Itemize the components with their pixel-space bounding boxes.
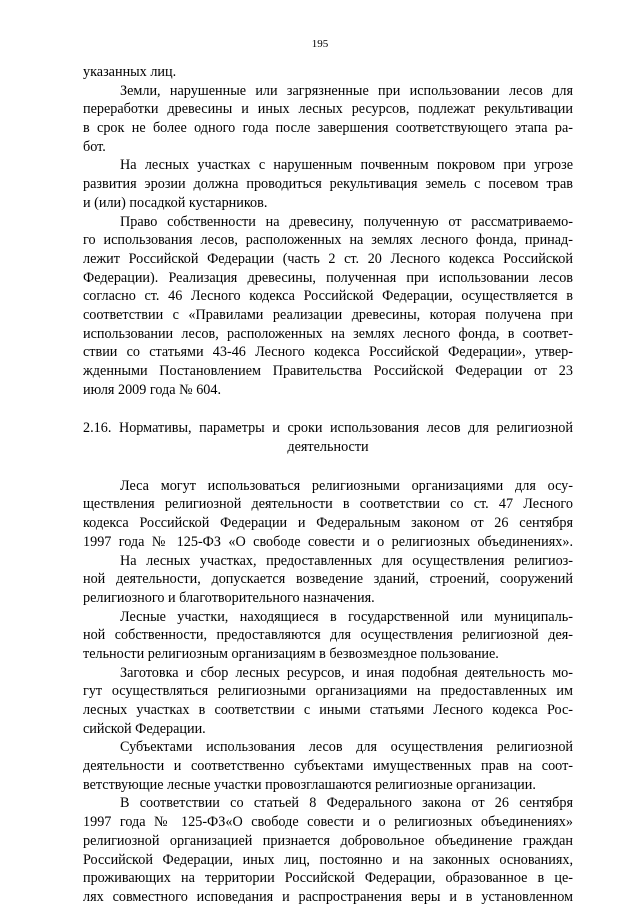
- text-line: На лесных участках с нарушенным почвенным покровом при угрозе: [120, 157, 573, 174]
- text-line: ществления религиозной деятельности в соответствии со ст. 47 Лесного: [83, 496, 573, 513]
- text-line: лях совместного исповедания и распространения веры и в установленном: [83, 888, 573, 905]
- text-line: и (или) посадкой кустарников.: [83, 194, 268, 211]
- text-line: Лесные участки, находящиеся в государственной или муниципаль-: [120, 608, 573, 625]
- page-number: 195: [311, 38, 329, 50]
- text-line: ной деятельности, допускается возведение зданий, строений, сооружений: [83, 571, 573, 588]
- text-line: го использования лесов, расположенных на землях лесного фонда, принад-: [83, 232, 573, 249]
- text-line: сийской Федерации.: [83, 720, 206, 737]
- text-line: 1997 года № 125-ФЗ «О свободе совести и о религиозных объединениях».: [83, 533, 573, 550]
- text-line: использовании лесов, расположенных на землях лесного фонда, в соответ-: [83, 325, 573, 342]
- text-line: Российской Федерации, иных лиц, постоянно и на законных основаниях,: [83, 851, 573, 868]
- text-line: кодекса Российской Федерации и Федеральным законом от 26 сентября: [83, 515, 573, 532]
- text-line: На лесных участках, предоставленных для осуществления религиоз-: [120, 552, 573, 569]
- text-line: лежит Российской Федерации (часть 2 ст. 20 Лесного кодекса Российской: [83, 250, 573, 267]
- text-line: лесных участках в соответствии с иными статьями Лесного кодекса Рос-: [83, 702, 573, 718]
- text-line: переработки древесины и иных лесных ресурсов, подлежат рекультивации: [83, 101, 573, 118]
- document-body: [83, 63, 573, 907]
- text-line: указанных лиц.: [83, 64, 177, 80]
- paragraph-spacer: [83, 399, 573, 419]
- text-line: Леса могут использоваться религиозными организациями для осу-: [120, 477, 573, 494]
- text-line: в срок не более одного года после завершения соответствующего этапа ра-: [83, 120, 573, 137]
- text-line: развития эрозии должна проводиться рекультивация земель с посевом трав: [83, 176, 573, 193]
- text-line: деятельности и соответственно субъектами имущественных прав на соот-: [83, 758, 573, 775]
- text-line: бот.: [83, 138, 106, 155]
- text-line: июля 2009 года № 604.: [83, 381, 222, 398]
- text-line: тельности религиозным организациям в безвозмездное пользование.: [83, 645, 499, 662]
- text-line: соответствии с «Правилами реализации древесины, которая получена при: [83, 306, 573, 323]
- text-line: Земли, нарушенные или загрязненные при использовании лесов для: [120, 82, 573, 99]
- text-line: Заготовка и сбор лесных ресурсов, и иная подобная деятельность мо-: [120, 664, 573, 681]
- text-line: ной собственности, предоставляются для осуществления религиозной дея-: [83, 627, 573, 644]
- section-heading-line: деятельности: [287, 439, 369, 456]
- text-line: 1997 года № 125-ФЗ«О свободе совести и о религиозных объединениях»: [83, 814, 573, 831]
- text-line: В соответствии со статьей 8 Федерального закона от 26 сентября: [120, 795, 573, 812]
- text-line: религиозного и благотворительного назначения.: [83, 589, 375, 606]
- text-line: Право собственности на древесину, полученную от рассматриваемо-: [120, 213, 573, 230]
- text-line: гут осуществляться религиозными организациями на предоставленных им: [83, 683, 573, 700]
- section-heading-line: 2.16. Нормативы, параметры и сроки использования лесов для религиозной: [83, 420, 573, 437]
- text-line: религиозной организацией признается добровольное объединение граждан: [83, 832, 573, 849]
- text-line: проживающих на территории Российской Федерации, образованное в це-: [83, 870, 573, 887]
- text-line: ствии со статьями 43-46 Лесного кодекса Российской Федерации», утвер-: [83, 344, 573, 361]
- paragraph-spacer: [83, 457, 573, 477]
- text-line: ветствующие лесные участки провозглашаются религиозные организации.: [83, 776, 536, 793]
- text-line: жденными Постановлением Правительства Российской Федерации от 23: [83, 363, 573, 379]
- text-line: согласно ст. 46 Лесного кодекса Российской Федерации, осуществляется в: [83, 288, 573, 305]
- text-line: Субъектами использования лесов для осуществления религиозной: [120, 739, 573, 756]
- text-line: Федерации). Реализация древесины, полученная при использовании лесов: [83, 269, 573, 286]
